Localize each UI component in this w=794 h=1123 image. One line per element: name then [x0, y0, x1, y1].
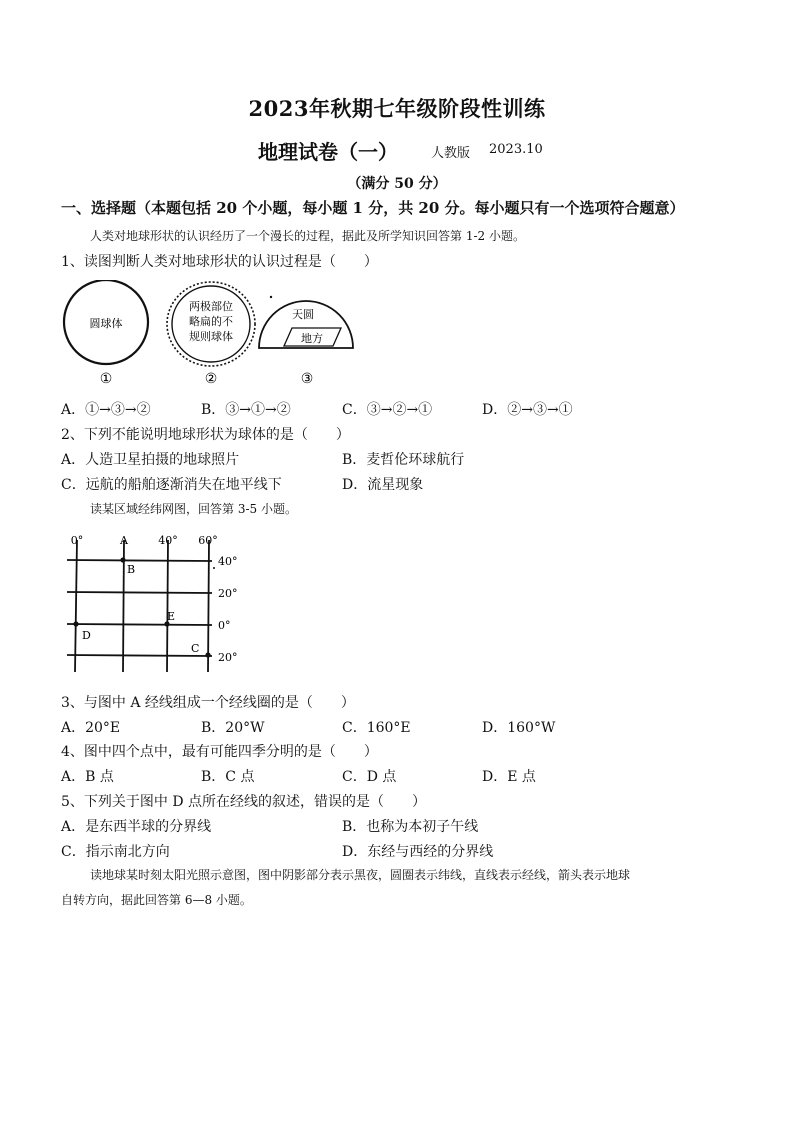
parallel-40	[67, 560, 212, 561]
lon-label-40: 40°	[158, 534, 178, 547]
parallel-0	[67, 624, 212, 625]
parallel-20n	[67, 592, 212, 593]
q1-option-d[interactable]: D．②→③→①	[482, 402, 573, 418]
q4-option-a[interactable]: A．B 点	[61, 769, 114, 785]
q2-stem: 2、下列不能说明地球形状为球体的是（ ）	[61, 427, 350, 443]
q3-option-b[interactable]: B．20°W	[201, 720, 265, 736]
q3-option-d[interactable]: D．160°W	[482, 720, 556, 736]
q2-option-b[interactable]: B．麦哲伦环球航行	[342, 452, 465, 468]
q4-option-b[interactable]: B．C 点	[201, 769, 255, 785]
intro-q1-2: 人类对地球形状的认识经历了一个漫长的过程，据此及所学知识回答第 1-2 小题。	[90, 229, 525, 243]
q1-option-a[interactable]: A．①→③→②	[61, 402, 151, 418]
q2-option-a[interactable]: A．人造卫星拍摄的地球照片	[61, 452, 240, 468]
q3-option-a[interactable]: A．20°E	[61, 720, 121, 736]
edition-label: 人教版	[431, 146, 471, 161]
point-c-label: C	[191, 642, 200, 655]
q4-option-c[interactable]: C．D 点	[342, 769, 397, 785]
lon-label-a: A	[120, 534, 128, 547]
intro-q6-8-line2: 自转方向，据此回答第 6—8 小题。	[61, 893, 252, 907]
point-c-dot	[205, 652, 210, 657]
lat-long-grid	[62, 530, 252, 680]
q4-option-d[interactable]: D．E 点	[482, 769, 536, 785]
point-b-label: B	[127, 563, 136, 576]
sphere-label: 圆球体	[89, 317, 123, 330]
point-e-label: E	[167, 610, 176, 623]
intro-q6-8-line1: 读地球某时刻太阳光照示意图，图中阴影部分表示黑夜，圆圈表示纬线，直线表示经线，箭头表示地球	[90, 868, 631, 882]
lat-label-20n: 20°	[218, 587, 238, 600]
q3-option-c[interactable]: C．160°E	[342, 720, 411, 736]
meridian-60	[208, 540, 209, 672]
q5-option-a[interactable]: A．是东西半球的分界线	[61, 819, 212, 835]
intro-q3-5: 读某区域经纬网图，回答第 3-5 小题。	[90, 502, 297, 516]
q4-stem: 4、图中四个点中，最有可能四季分明的是（ ）	[61, 744, 378, 760]
point-d-dot	[73, 621, 78, 626]
lon-label-0: 0°	[70, 534, 84, 547]
q1-option-b[interactable]: B．③→①→②	[201, 402, 291, 418]
q1-stem: 1、读图判断人类对地球形状的认识过程是（ ）	[61, 254, 378, 270]
dome-top-label: 天圆	[292, 308, 314, 321]
q3-stem: 3、与图中 A 经线组成一个经线圈的是（ ）	[61, 695, 355, 711]
exam-title: 2023年秋期七年级阶段性训练	[248, 96, 546, 121]
q5-stem: 5、下列关于图中 D 点所在经线的叙述，错误的是（ ）	[61, 794, 427, 810]
lat-label-0: 0°	[218, 619, 231, 632]
parallel-20s	[67, 655, 212, 656]
exam-subtitle: 地理试卷（一）	[258, 140, 398, 164]
lon-label-60: 60°	[198, 534, 218, 547]
section-heading: 一、选择题（本题包括 20 个小题，每小题 1 分，共 20 分。每小题只有一个选项符合题意）	[61, 199, 685, 217]
q1-option-c[interactable]: C．③→②→①	[342, 402, 433, 418]
q5-option-d[interactable]: D．东经与西经的分界线	[342, 844, 494, 860]
full-score: （满分 50 分）	[347, 176, 447, 192]
ellipsoid-label-1: 两极部位	[189, 300, 233, 313]
q2-option-c[interactable]: C．远航的船舶逐渐消失在地平线下	[61, 477, 282, 493]
grid-speck	[213, 567, 215, 569]
q2-option-d[interactable]: D．流星现象	[342, 477, 424, 493]
q5-option-c[interactable]: C．指示南北方向	[61, 844, 170, 860]
dot-mark	[270, 296, 272, 298]
exam-date: 2023.10	[489, 142, 543, 157]
caption-1: ①	[99, 371, 113, 387]
lat-label-20s: 20°	[218, 651, 238, 664]
ellipsoid-label-2: 略扁的不	[189, 315, 233, 328]
ellipsoid-label-3: 规则球体	[189, 330, 233, 343]
point-d-label: D	[82, 629, 91, 642]
dome-bottom-label: 地方	[301, 332, 323, 345]
lat-label-40: 40°	[218, 555, 238, 568]
q5-option-b[interactable]: B．也称为本初子午线	[342, 819, 479, 835]
point-b-dot	[120, 557, 125, 562]
earth-shape-figure	[60, 280, 370, 390]
caption-2: ②	[204, 371, 218, 387]
caption-3: ③	[300, 371, 314, 387]
